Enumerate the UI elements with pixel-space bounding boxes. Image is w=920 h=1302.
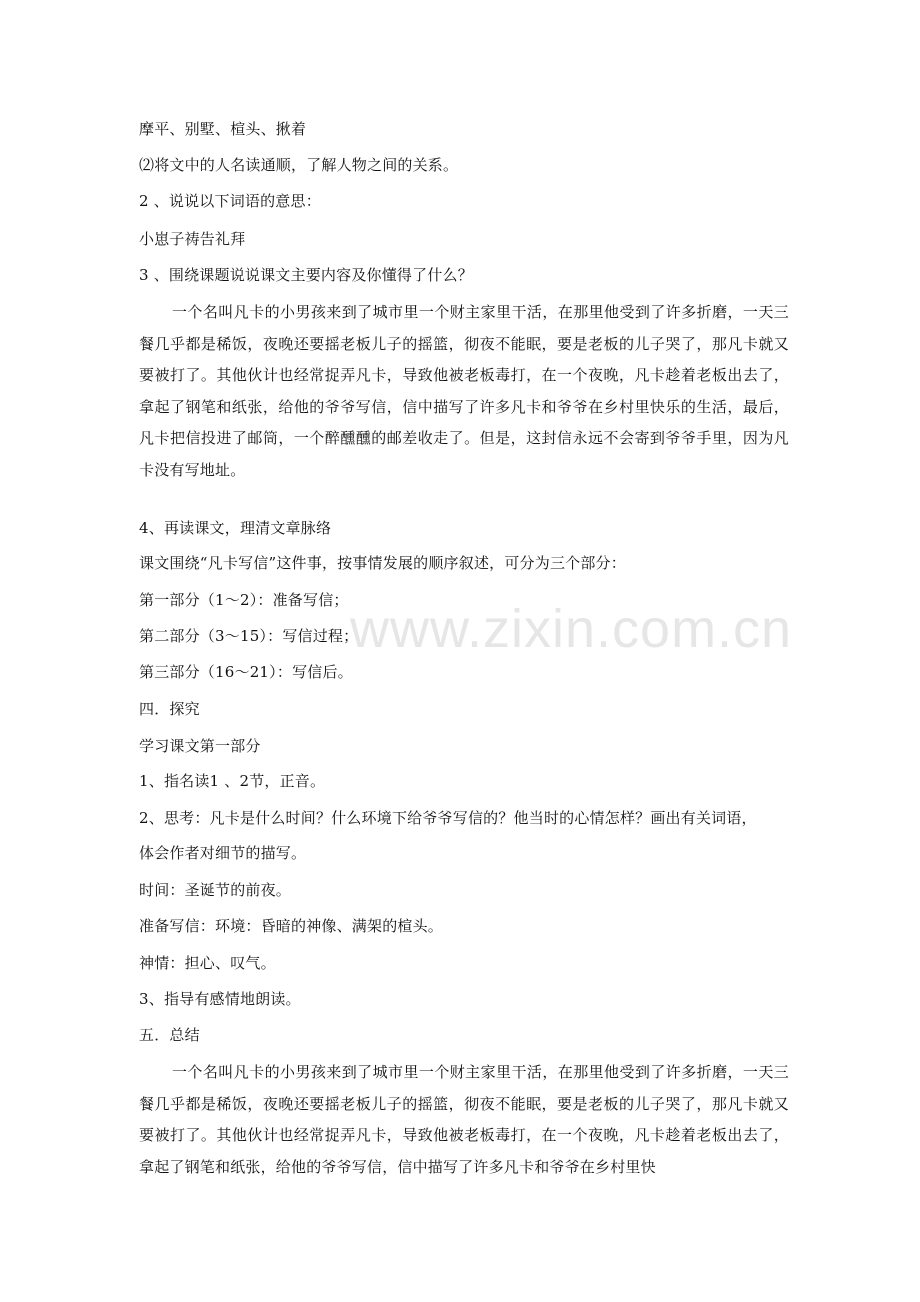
study-part-1-heading: 学习课文第一部分 [139,737,261,755]
watermark: www.zixin.com.cn [350,599,793,659]
reading-guidance-line: 3、指导有感情地朗读。 [139,990,301,1008]
part-2-line: 第二部分（3～15）：写信过程； [139,627,359,645]
think-question: 2、思考：凡卡是什么时间？什么环境下给爷爷写信的？他当时的心情怎样？画出有关词语， [139,809,757,827]
section-5-heading: 五．总结 [139,1026,200,1044]
step-4-heading: 4、再读课文，理清文章脉络 [139,519,332,537]
task-2-heading: 2 、说说以下词语的意思： [139,192,321,210]
task-names-line: ⑵将文中的人名读通顺，了解人物之间的关系。 [139,156,459,174]
vocab-line: 摩平、别墅、楦头、揪着 [139,120,307,138]
environment-line: 准备写信：环境：昏暗的神像、满架的楦头。 [139,917,444,935]
time-line: 时间：圣诞节的前夜。 [139,881,292,899]
task-3-heading: 3 、围绕课题说说课文主要内容及你懂得了什么？ [139,266,473,284]
think-question-cont: 体会作者对细节的描写。 [139,844,307,862]
part-3-line: 第三部分（16～21）：写信后。 [139,663,353,681]
structure-intro: 课文围绕“凡卡写信”这件事，按事情发展的顺序叙述，可分为三个部分： [139,554,626,572]
part-1-line: 第一部分（1～2）：准备写信； [139,591,349,609]
reading-step: 1、指名读1 、2节，正音。 [139,772,326,790]
words-line: 小崽子祷告礼拜 [139,230,246,248]
expression-line: 神情：担心、叹气。 [139,954,276,972]
summary-paragraph-1: 一个名叫凡卡的小男孩来到了城市里一个财主家里干活，在那里他受到了许多折磨，一天三餐几乎都是稀饭，夜晚还要摇老板儿子的摇篮，彻夜不能眠，要是老板的儿子哭了，那凡卡就又要被打了。其他伙计也经常捉弄凡卡，导致他被老板毒打，在一个夜晚，凡卡趁着老板出去了，拿起了钢笔和纸张，给他的爷爷写信，信中描写了许多凡卡和爷爷在乡村里快乐的生活，最后，凡卡把信投进了邮筒，一个醉醺醺的邮差收走了。但是，这封信永远不会寄到爷爷手里，因为凡卡没有写地址。 [139,303,789,479]
section-4-heading: 四．探究 [139,700,200,718]
summary-paragraph-2: 一个名叫凡卡的小男孩来到了城市里一个财主家里干活，在那里他受到了许多折磨，一天三餐几乎都是稀饭，夜晚还要摇老板儿子的摇篮，彻夜不能眠，要是老板的儿子哭了，那凡卡就又要被打了。其他伙计也经常捉弄凡卡，导致他被老板毒打，在一个夜晚，凡卡趁着老板出去了，拿起了钢笔和纸张，给他的爷爷写信，信中描写了许多凡卡和爷爷在乡村里快 [139,1063,789,1176]
